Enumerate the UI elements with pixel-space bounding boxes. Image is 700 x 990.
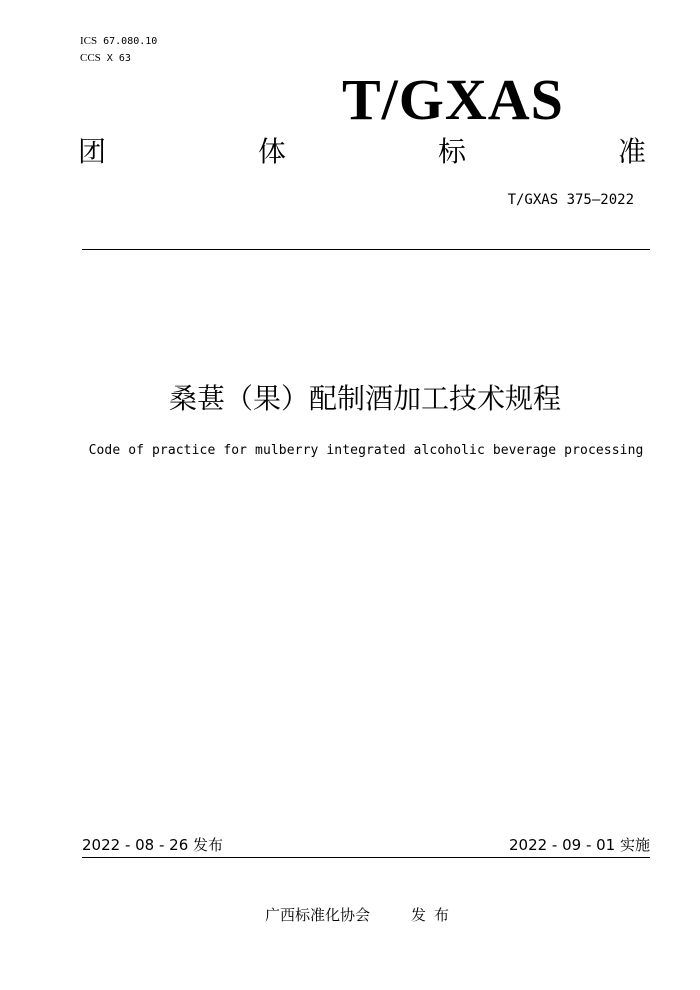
standard-type-char: 团 xyxy=(78,135,107,168)
ics-value: 67.080.10 xyxy=(103,36,158,47)
top-divider xyxy=(82,249,650,250)
implement-date: 2022 - 09 - 01 实施 xyxy=(508,836,650,854)
standard-logo: T/GXAS xyxy=(342,67,564,132)
standard-type xyxy=(78,134,646,170)
ics-line xyxy=(80,33,157,50)
ccs-line xyxy=(80,50,157,67)
ics-label: ICS xyxy=(80,35,98,47)
standard-type-char: 体 xyxy=(257,135,286,168)
classification-codes xyxy=(80,33,157,67)
document-title-en: Code of practice for mulberry integrated alcoholic beverage processing xyxy=(88,443,644,458)
standard-type-char: 标 xyxy=(437,135,466,168)
bottom-divider xyxy=(82,857,650,858)
publish-date: 2022 - 08 - 26 发布 xyxy=(82,836,224,854)
document-title-cn: 桑葚（果）配制酒加工技术规程 xyxy=(168,382,561,415)
issuer-name: 广西标准化协会 xyxy=(265,906,371,924)
issue-label: 发布 xyxy=(411,906,458,924)
standard-number: T/GXAS 375—2022 xyxy=(507,192,634,208)
ccs-value: X 63 xyxy=(106,53,131,64)
ccs-label: CCS xyxy=(80,52,101,64)
standard-type-char: 准 xyxy=(617,135,646,168)
